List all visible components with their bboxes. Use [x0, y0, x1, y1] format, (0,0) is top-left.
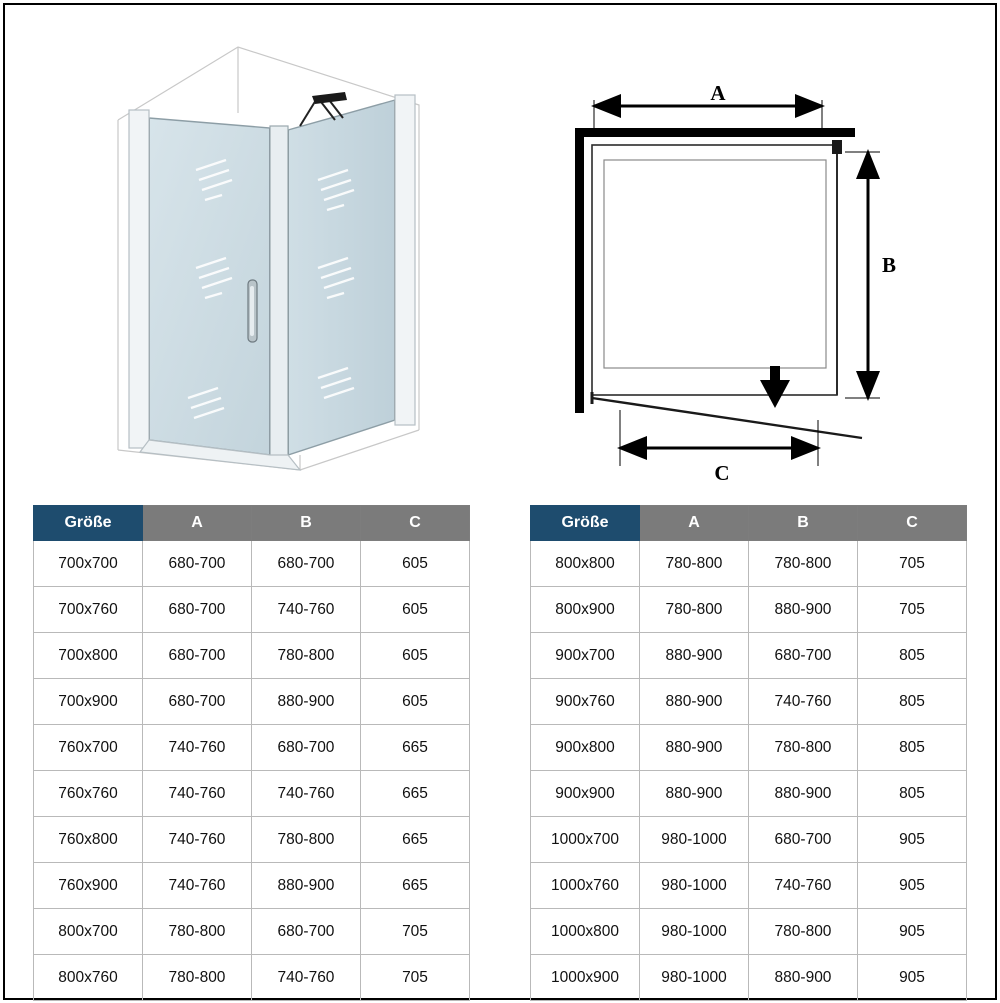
- size-tables: [0, 505, 1000, 1001]
- table-header-row: [34, 506, 470, 541]
- header-b: B: [252, 506, 361, 541]
- cell-size: 1000x900: [531, 955, 640, 1001]
- cell-c: 705: [858, 541, 967, 587]
- tray-inner: [604, 160, 826, 368]
- cell-size: 900x700: [531, 633, 640, 679]
- header-c: C: [361, 506, 470, 541]
- cell-b: 740-760: [252, 771, 361, 817]
- door-swing-line: [592, 398, 862, 438]
- cell-b: 680-700: [252, 725, 361, 771]
- cell-size: 700x800: [34, 633, 143, 679]
- cell-b: 880-900: [252, 679, 361, 725]
- cell-c: 605: [361, 541, 470, 587]
- cell-c: 665: [361, 725, 470, 771]
- cell-c: 905: [858, 955, 967, 1001]
- cell-a: 880-900: [640, 725, 749, 771]
- cell-a: 780-800: [143, 909, 252, 955]
- dimension-b: [845, 152, 896, 398]
- header-b: B: [749, 506, 858, 541]
- cell-c: 605: [361, 587, 470, 633]
- left-wall-profile: [129, 110, 149, 448]
- cell-size: 1000x760: [531, 863, 640, 909]
- wall-top: [575, 128, 855, 137]
- right-wall-profile: [395, 95, 415, 425]
- cell-size: 760x700: [34, 725, 143, 771]
- shower-enclosure-3d: [118, 47, 419, 470]
- side-glass-panel: [288, 100, 395, 455]
- cell-size: 1000x800: [531, 909, 640, 955]
- table-row: [34, 909, 470, 955]
- cell-size: 760x760: [34, 771, 143, 817]
- cell-a: 780-800: [143, 955, 252, 1001]
- plan-view: [575, 81, 896, 485]
- header-size: Größe: [531, 506, 640, 541]
- size-table-left: [33, 505, 470, 1001]
- table-row: [531, 955, 967, 1001]
- table-body-left: [34, 541, 470, 1001]
- table-row: [34, 955, 470, 1001]
- cell-c: 665: [361, 771, 470, 817]
- table-row: [34, 817, 470, 863]
- cell-c: 905: [858, 817, 967, 863]
- size-table-left-wrap: [0, 505, 500, 1001]
- cell-size: 800x700: [34, 909, 143, 955]
- table-row: [531, 679, 967, 725]
- cell-size: 700x900: [34, 679, 143, 725]
- cell-c: 665: [361, 863, 470, 909]
- cell-b: 740-760: [252, 587, 361, 633]
- cell-b: 680-700: [749, 633, 858, 679]
- cell-c: 905: [858, 909, 967, 955]
- cell-b: 780-800: [749, 541, 858, 587]
- cell-size: 760x800: [34, 817, 143, 863]
- dimension-a-label: A: [710, 81, 726, 105]
- header-a: A: [143, 506, 252, 541]
- table-row: [34, 863, 470, 909]
- cell-size: 760x900: [34, 863, 143, 909]
- cell-a: 680-700: [143, 541, 252, 587]
- cell-size: 800x760: [34, 955, 143, 1001]
- dimension-a: [594, 81, 822, 128]
- table-row: [531, 541, 967, 587]
- header-a: A: [640, 506, 749, 541]
- cell-a: 680-700: [143, 633, 252, 679]
- cell-c: 705: [858, 587, 967, 633]
- cell-c: 805: [858, 633, 967, 679]
- cell-a: 780-800: [640, 541, 749, 587]
- table-row: [531, 771, 967, 817]
- table-row: [531, 725, 967, 771]
- cell-b: 880-900: [749, 955, 858, 1001]
- cell-a: 780-800: [640, 587, 749, 633]
- table-row: [34, 679, 470, 725]
- cell-b: 680-700: [252, 909, 361, 955]
- header-c: C: [858, 506, 967, 541]
- cell-a: 680-700: [143, 587, 252, 633]
- table-row: [531, 633, 967, 679]
- table-row: [34, 771, 470, 817]
- cell-size: 800x900: [531, 587, 640, 633]
- cell-size: 700x700: [34, 541, 143, 587]
- cell-c: 605: [361, 679, 470, 725]
- cell-c: 805: [858, 771, 967, 817]
- door-handle: [248, 280, 257, 342]
- header-size: Größe: [34, 506, 143, 541]
- cell-b: 680-700: [252, 541, 361, 587]
- cell-a: 740-760: [143, 771, 252, 817]
- table-header-row: [531, 506, 967, 541]
- cell-b: 740-760: [252, 955, 361, 1001]
- dimension-c: [620, 410, 818, 485]
- size-table-right: [530, 505, 967, 1001]
- cell-b: 780-800: [252, 633, 361, 679]
- cell-c: 805: [858, 679, 967, 725]
- cell-b: 880-900: [749, 771, 858, 817]
- table-row: [34, 633, 470, 679]
- cell-c: 705: [361, 955, 470, 1001]
- cell-c: 665: [361, 817, 470, 863]
- table-row: [531, 817, 967, 863]
- cell-size: 700x760: [34, 587, 143, 633]
- table-row: [34, 587, 470, 633]
- size-table-right-wrap: [500, 505, 1000, 1001]
- cell-b: 740-760: [749, 863, 858, 909]
- cell-size: 900x760: [531, 679, 640, 725]
- cell-a: 740-760: [143, 817, 252, 863]
- cell-a: 740-760: [143, 863, 252, 909]
- wall-left: [575, 128, 584, 413]
- cell-a: 980-1000: [640, 863, 749, 909]
- table-row: [531, 863, 967, 909]
- cell-b: 680-700: [749, 817, 858, 863]
- cell-c: 905: [858, 863, 967, 909]
- corner-profile: [270, 126, 288, 456]
- table-row: [531, 909, 967, 955]
- cell-size: 1000x700: [531, 817, 640, 863]
- cell-a: 880-900: [640, 771, 749, 817]
- cell-b: 780-800: [749, 725, 858, 771]
- drawings-area: [0, 0, 1000, 500]
- cell-a: 980-1000: [640, 955, 749, 1001]
- cell-c: 605: [361, 633, 470, 679]
- cell-a: 880-900: [640, 633, 749, 679]
- cell-c: 705: [361, 909, 470, 955]
- cell-a: 680-700: [143, 679, 252, 725]
- cell-size: 800x800: [531, 541, 640, 587]
- cell-a: 980-1000: [640, 817, 749, 863]
- table-row: [531, 587, 967, 633]
- cell-b: 880-900: [252, 863, 361, 909]
- cell-b: 740-760: [749, 679, 858, 725]
- dimension-b-label: B: [881, 253, 897, 277]
- cell-a: 740-760: [143, 725, 252, 771]
- cell-a: 980-1000: [640, 909, 749, 955]
- table-row: [34, 541, 470, 587]
- cell-b: 880-900: [749, 587, 858, 633]
- dimension-c-label: C: [714, 461, 730, 485]
- table-row: [34, 725, 470, 771]
- cell-c: 805: [858, 725, 967, 771]
- cell-size: 900x800: [531, 725, 640, 771]
- cell-a: 880-900: [640, 679, 749, 725]
- cell-b: 780-800: [749, 909, 858, 955]
- cell-b: 780-800: [252, 817, 361, 863]
- cell-size: 900x900: [531, 771, 640, 817]
- table-body-right: [531, 541, 967, 1001]
